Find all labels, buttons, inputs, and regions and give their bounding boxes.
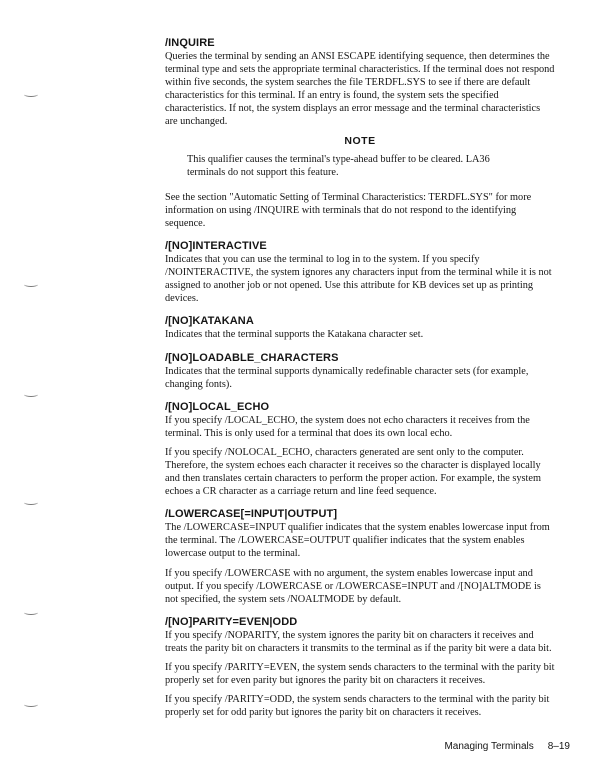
margin-mark: [24, 392, 38, 397]
margin-mark: [24, 500, 38, 505]
paragraph: If you specify /LOCAL_ECHO, the system does not echo characters it receives from the terminal. This is only used for a terminal that does its own local echo.: [165, 414, 530, 439]
section-heading: /[NO]LOCAL_ECHO: [165, 400, 270, 413]
page-content: [165, 36, 555, 728]
paragraph: Indicates that you can use the terminal to log in to the system. If you specify /NOINTERACTIVE, the system ignores any characters input from the terminal while it is not assigned to another job or not opened. Use this attribute for KB devices set up as printing devices.: [165, 254, 552, 305]
note-body: This qualifier causes the terminal's type-ahead buffer to be cleared. LA36 terminals do not support this feature.: [187, 153, 490, 178]
paragraph: See the section "Automatic Setting of Terminal Characteristics: TERDFL.SYS" for more information on using /INQUIRE with terminals that do not respond to the identifying sequence.: [165, 191, 532, 229]
paragraph: If you specify /NOLOCAL_ECHO, characters generated are sent only to the computer. Therefore, the system echoes each character it receives so the character is displayed locally and then translates certain characters to perform the proper action. For example, the system echoes a CR character as a carriage return and line feed sequence.: [165, 446, 541, 498]
section-heading: /LOWERCASE[=INPUT|OUTPUT]: [165, 508, 338, 521]
margin-mark: [24, 282, 38, 287]
footer-chapter-title: Managing Terminals: [444, 741, 534, 752]
section-katakana: [165, 314, 555, 341]
margin-mark: [24, 610, 38, 615]
page-footer: [444, 741, 570, 752]
section-inquire: [165, 36, 555, 230]
paragraph: If you specify /NOPARITY, the system ignores the parity bit on characters it receives and treats the parity bit on characters it transmits to the terminal as if the parity bit were a data bit.: [165, 629, 552, 654]
section-parity: [165, 615, 555, 720]
paragraph: If you specify /PARITY=EVEN, the system sends characters to the terminal with the parity bit properly set for even parity but ignores the parity bit on characters it receives.: [165, 662, 555, 687]
paragraph: The /LOWERCASE=INPUT qualifier indicates that the system enables lowercase input from the terminal. The /LOWERCASE=OUTPUT qualifier indicates that the system enables lowercase output to the terminal.: [165, 522, 550, 560]
note-title: NOTE: [344, 134, 376, 147]
section-heading: /[NO]PARITY=EVEN|ODD: [165, 615, 298, 628]
section-heading: /[NO]LOADABLE_CHARACTERS: [165, 351, 339, 364]
section-interactive: [165, 239, 555, 305]
section-lowercase: [165, 507, 555, 606]
section-loadable-characters: [165, 351, 555, 391]
paragraph: Indicates that the terminal supports dynamically redefinable character sets (for example, changing fonts).: [165, 365, 529, 390]
margin-mark: [24, 702, 38, 707]
margin-mark: [24, 92, 38, 97]
section-heading: /INQUIRE: [165, 37, 215, 49]
section-local-echo: [165, 400, 555, 499]
paragraph: If you specify /PARITY=ODD, the system sends characters to the terminal with the parity bit properly set for odd parity but ignores the parity bit on characters it receives.: [165, 694, 550, 719]
section-heading: /[NO]INTERACTIVE: [165, 240, 267, 253]
paragraph: Queries the terminal by sending an ANSI ESCAPE identifying sequence, then determines the terminal type and sets the appropriate terminal characteristics. If the terminal does not respond within five seconds, the system searches the file TERDFL.SYS to see if there are default characteristics for this terminal. If an entry is found, the system sets the specified characteristics. If not, the system displays an error message and the terminal characteristics are unchanged.: [165, 51, 555, 128]
paragraph: Indicates that the terminal supports the Katakana character set.: [165, 329, 424, 341]
section-heading: /[NO]KATAKANA: [165, 315, 254, 328]
paragraph: If you specify /LOWERCASE with no argument, the system enables lowercase input and output. If you specify /LOWERCASE or /LOWERCASE=INPUT and /[NO]ALTMODE is not specified, the system sets /NOALTMODE by default.: [165, 567, 541, 605]
page-number: 8–19: [547, 741, 570, 752]
